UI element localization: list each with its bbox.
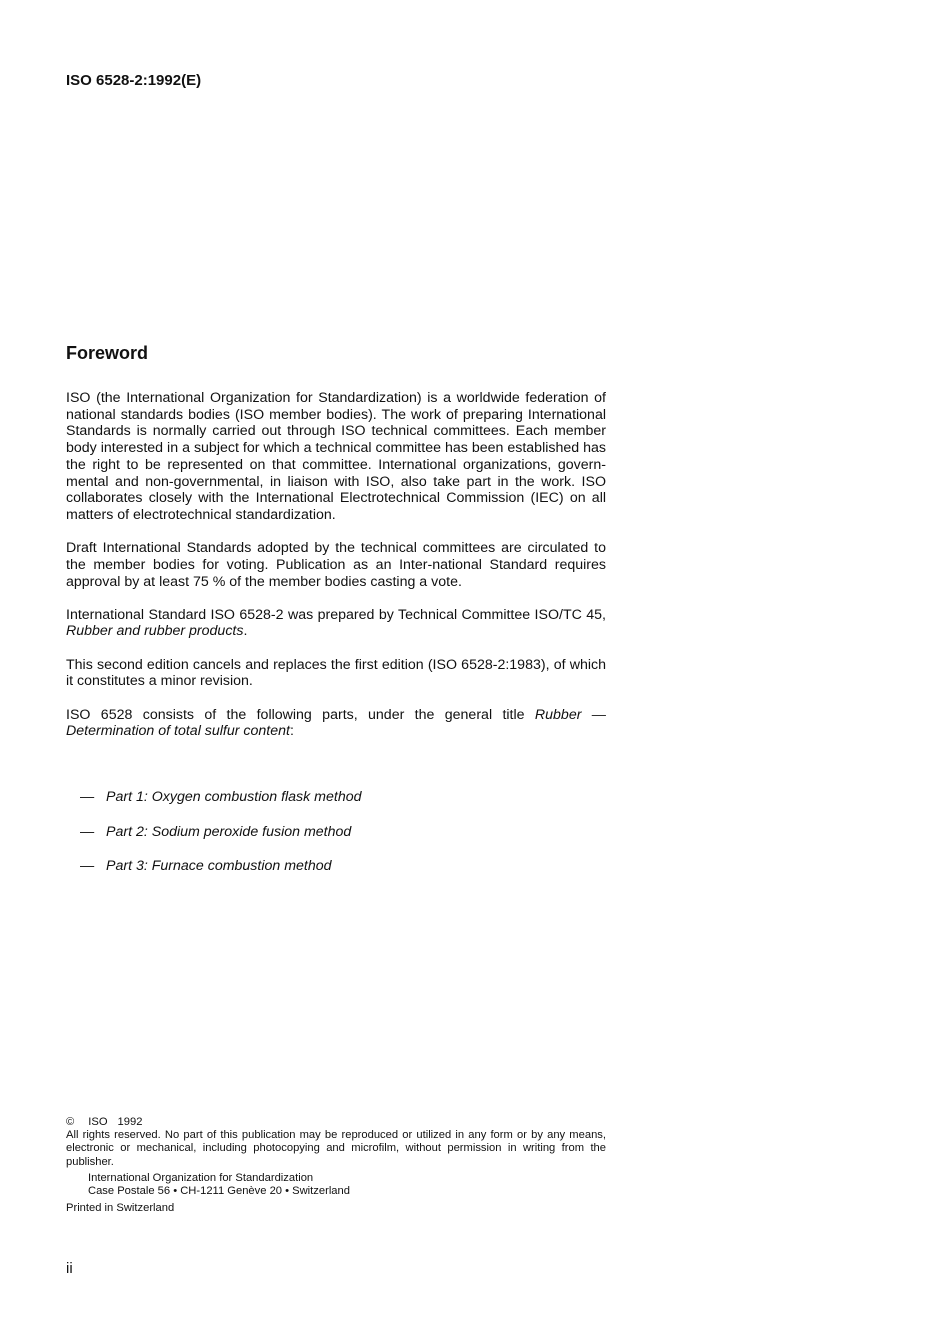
list-item (80, 858, 600, 893)
copyright-line (66, 1116, 606, 1129)
foreword-paragraph-1: ISO (the International Organization for Standardization) is a worldwide federation of national standards bodies (ISO member bodies). The work of preparing International Standards is normally carried out through ISO technical committees. Each member body interested in a subject for which a technical committee has been established has the right to be represented on that committee. International organizations, govern-mental and non-governmental, in liaison with ISO, also take part in the work. ISO collaborates closely with the International Electrotechnical Commission (IEC) on all matters of electrotechnical standardization. (66, 390, 606, 523)
printed-in: Printed in Switzerland (66, 1202, 175, 1215)
foreword-body (66, 390, 606, 756)
foreword-paragraph-2: Draft International Standards adopted by the technical committees are circulated to the member bodies for voting. Publication as an Inter-national Standard requires approval by at least 75 % of the member bodies casting a vote. (66, 540, 606, 590)
copyright-owner: ISO (88, 1116, 108, 1128)
foreword-heading: Foreword (66, 343, 149, 363)
part-label: Part 3: Furnace combustion method (106, 858, 332, 874)
foreword-paragraph-3 (66, 607, 606, 640)
org-name: International Organization for Standardization (88, 1171, 314, 1184)
part-label: Part 1: Oxygen combustion flask method (106, 789, 362, 805)
list-item (80, 789, 600, 824)
p5-text: ISO 6528 consists of the following parts, under the general title (66, 706, 535, 723)
p3-committee-title: Rubber and rubber products (66, 623, 244, 640)
page-number: ii (66, 1260, 73, 1277)
copyright-year: 1992 (117, 1116, 143, 1128)
p3-text: International Standard ISO 6528-2 was prepared by Technical Committee ISO/TC 45, (66, 606, 606, 623)
p5-end: : (289, 723, 294, 740)
dash-bullet: — (80, 858, 95, 874)
foreword-paragraph-4: This second edition cancels and replaces the first edition (ISO 6528-2:1983), of which it constitutes a minor revision. (66, 656, 606, 690)
org-address: Case Postale 56 • CH-1211 Genève 20 • Switzerland (88, 1185, 350, 1198)
dash-bullet: — (80, 823, 95, 840)
copyright-icon: © (66, 1116, 75, 1128)
dash-bullet: — (80, 789, 95, 805)
p5-general-title: Rubber — Determination of total sulfur content (66, 706, 606, 740)
p3-end: . (243, 623, 248, 640)
foreword-paragraph-5 (66, 707, 606, 740)
parts-list (80, 789, 600, 893)
document-id-header: ISO 6528-2:1992(E) (66, 72, 202, 89)
part-label: Part 2: Sodium peroxide fusion method (106, 823, 352, 840)
rights-statement: All rights reserved. No part of this publication may be reproduced or utilized in any form or by any means, electronic or mechanical, including photocopying and microfilm, without permission in writing from the publisher. (66, 1129, 606, 1168)
copyright-block (66, 1116, 606, 1215)
list-item (80, 824, 600, 859)
